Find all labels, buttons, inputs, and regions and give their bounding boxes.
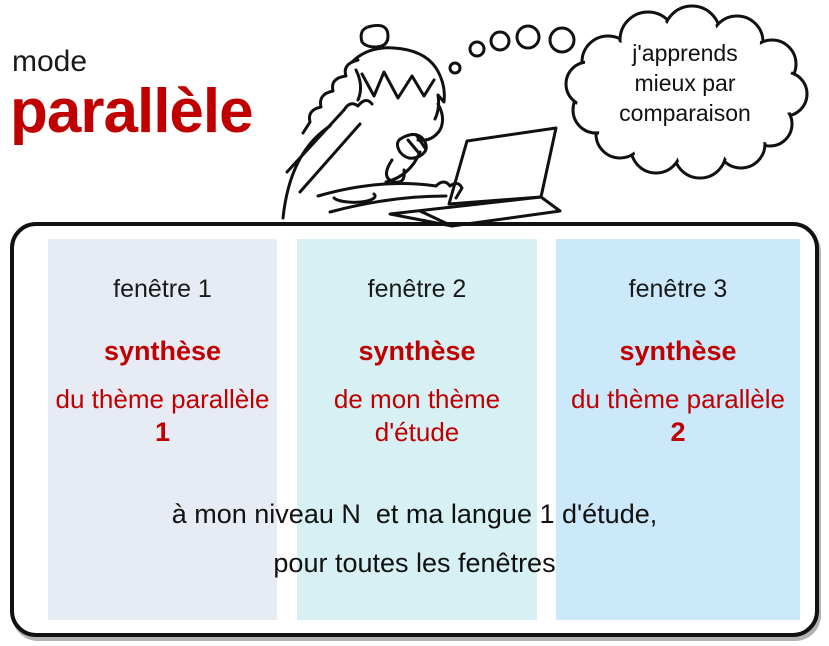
window-description: de mon thème d'étude bbox=[333, 384, 501, 447]
window-keyword: synthèse bbox=[103, 336, 222, 366]
thought-line-1: j'apprends bbox=[632, 40, 738, 66]
panel-footer bbox=[14, 498, 815, 580]
thought-bubble-text bbox=[595, 38, 775, 128]
thought-line-3: comparaison bbox=[619, 100, 751, 126]
person-icon bbox=[283, 25, 462, 218]
footer-line-2: pour toutes les fenêtres bbox=[273, 548, 556, 578]
window-keyword: synthèse bbox=[619, 336, 737, 366]
window-keyword: synthèse bbox=[358, 336, 476, 366]
window-name: fenêtre 2 bbox=[367, 275, 467, 303]
thought-dots-icon bbox=[450, 26, 574, 73]
window-description: du thème parallèle bbox=[571, 384, 785, 414]
window-number: 2 bbox=[670, 417, 686, 447]
laptop-icon bbox=[390, 128, 560, 226]
window-name: fenêtre 1 bbox=[113, 275, 212, 303]
window-number: 1 bbox=[154, 417, 171, 447]
window-description: du thème parallèle bbox=[55, 384, 270, 414]
mode-label: mode bbox=[12, 45, 88, 78]
window-name: fenêtre 3 bbox=[628, 275, 728, 303]
thought-line-2: mieux par bbox=[634, 70, 736, 96]
footer-line-1: à mon niveau N et ma langue 1 d'étude, bbox=[171, 499, 658, 529]
windows-panel bbox=[10, 222, 819, 637]
page-title: parallèle bbox=[10, 77, 253, 146]
